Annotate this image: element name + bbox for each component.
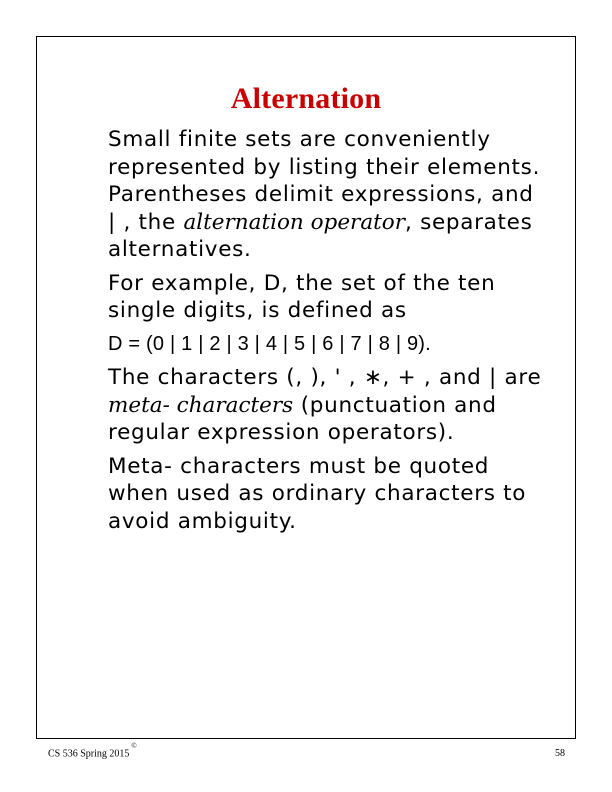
copyright-icon: ©	[131, 742, 137, 750]
slide-body	[108, 126, 548, 541]
course-label: CS 536 Spring 2015	[48, 748, 130, 760]
slide-title: Alternation	[230, 82, 382, 115]
paragraph-metachars	[108, 364, 548, 447]
paragraph-text: The characters (, ), ' , ∗, + , and | are	[108, 365, 542, 390]
digit-definition: D = (0 | 1 | 2 | 3 | 4 | 5 | 6 | 7 | 8 | 9).	[108, 332, 431, 355]
footer-course	[48, 742, 137, 760]
paragraph-text: Meta- characters must be quoted when used as ordinary characters to avoid ambiguity.	[108, 453, 527, 534]
paragraph-example	[108, 270, 548, 325]
paragraph-text: , separates alternatives.	[108, 209, 533, 262]
paragraph-text: Small finite sets are conveniently represented by listing their elements. Parentheses delimit expressions, and | , the	[108, 127, 541, 235]
paragraph-text: (punctuation and regular expression operators).	[108, 392, 497, 445]
paragraph-sets	[108, 126, 548, 264]
paragraph-quoting	[108, 453, 548, 536]
italic-term: meta- characters	[108, 392, 294, 418]
page-number: 58	[555, 748, 565, 759]
italic-term: alternation operator	[183, 209, 405, 235]
paragraph-text: For example, D, the set of the ten single digits, is defined as	[108, 270, 496, 323]
